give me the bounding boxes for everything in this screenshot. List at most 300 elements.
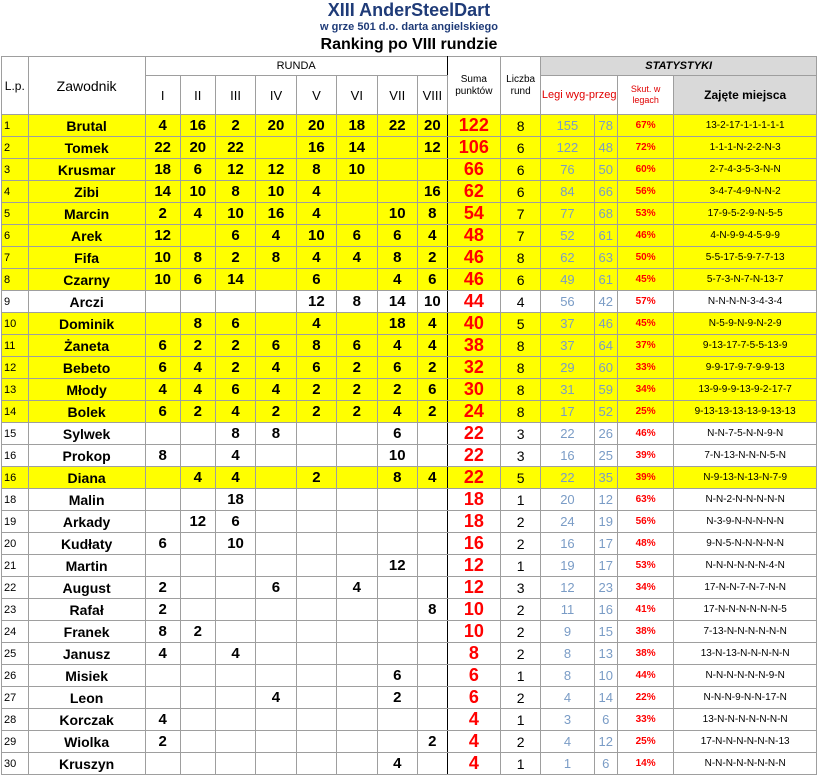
rounds-count-cell: 1 <box>500 555 540 577</box>
player-name-cell: Martin <box>28 555 145 577</box>
legs-won-cell: 29 <box>541 357 594 379</box>
rounds-count-cell: 8 <box>500 115 540 137</box>
round-6-cell: 2 <box>337 401 377 423</box>
round-7-cell: 12 <box>377 555 417 577</box>
round-3-cell: 6 <box>215 379 255 401</box>
round-8-cell <box>417 577 447 599</box>
round-1-cell <box>145 687 180 709</box>
round-3-cell: 2 <box>215 115 255 137</box>
table-row <box>2 555 817 577</box>
round-2-cell <box>180 665 215 687</box>
leg-efficiency-cell: 45% <box>617 313 673 335</box>
legs-won-cell: 22 <box>541 423 594 445</box>
round-7-cell <box>377 709 417 731</box>
round-7-cell: 10 <box>377 203 417 225</box>
legs-lost-cell: 68 <box>594 203 617 225</box>
round-5-cell <box>296 687 336 709</box>
round-1-cell <box>145 665 180 687</box>
round-8-cell: 20 <box>417 115 447 137</box>
rank-cell: 23 <box>2 599 29 621</box>
round-6-cell <box>337 599 377 621</box>
round-6-cell <box>337 467 377 489</box>
round-5-cell <box>296 577 336 599</box>
round-7-cell: 2 <box>377 379 417 401</box>
rounds-count-cell: 6 <box>500 137 540 159</box>
leg-efficiency-cell: 44% <box>617 665 673 687</box>
round-2-cell <box>180 577 215 599</box>
round-5-cell: 2 <box>296 467 336 489</box>
places-cell: 17-9-5-2-9-N-5-5 <box>674 203 817 225</box>
round-8-cell <box>417 511 447 533</box>
round-1-cell: 14 <box>145 181 180 203</box>
legs-won-cell: 20 <box>541 489 594 511</box>
round-2-cell: 12 <box>180 511 215 533</box>
round-2-cell <box>180 291 215 313</box>
player-name-cell: Janusz <box>28 643 145 665</box>
round-3-cell: 4 <box>215 401 255 423</box>
leg-efficiency-cell: 53% <box>617 555 673 577</box>
round-3-cell <box>215 555 255 577</box>
round-8-cell <box>417 621 447 643</box>
table-row <box>2 247 817 269</box>
round-3-cell: 4 <box>215 445 255 467</box>
leg-efficiency-cell: 46% <box>617 225 673 247</box>
leg-efficiency-cell: 39% <box>617 467 673 489</box>
legs-lost-cell: 61 <box>594 269 617 291</box>
leg-efficiency-cell: 60% <box>617 159 673 181</box>
round-3-cell <box>215 687 255 709</box>
table-row <box>2 313 817 335</box>
rounds-count-cell: 8 <box>500 401 540 423</box>
round-6-cell <box>337 511 377 533</box>
round-3-cell: 8 <box>215 181 255 203</box>
table-row <box>2 665 817 687</box>
rounds-count-cell: 1 <box>500 753 540 775</box>
round-3-cell <box>215 621 255 643</box>
round-2-cell <box>180 533 215 555</box>
legs-won-cell: 62 <box>541 247 594 269</box>
round-4-cell <box>256 313 296 335</box>
round-3-cell: 10 <box>215 203 255 225</box>
round-4-cell: 4 <box>256 225 296 247</box>
legs-lost-cell: 61 <box>594 225 617 247</box>
table-row <box>2 225 817 247</box>
player-name-cell: Korczak <box>28 709 145 731</box>
round-7-cell <box>377 621 417 643</box>
round-8-cell <box>417 423 447 445</box>
round-2-cell: 16 <box>180 115 215 137</box>
round-3-cell: 6 <box>215 225 255 247</box>
legs-lost-cell: 60 <box>594 357 617 379</box>
round-6-cell <box>337 269 377 291</box>
legs-lost-cell: 46 <box>594 313 617 335</box>
leg-efficiency-cell: 38% <box>617 621 673 643</box>
round-8-cell: 2 <box>417 401 447 423</box>
round-1-cell: 6 <box>145 533 180 555</box>
round-7-cell: 6 <box>377 665 417 687</box>
sum-points-cell: 4 <box>447 709 500 731</box>
legs-won-cell: 1 <box>541 753 594 775</box>
table-row <box>2 709 817 731</box>
round-5-cell <box>296 753 336 775</box>
leg-efficiency-cell: 25% <box>617 731 673 753</box>
round-1-cell: 18 <box>145 159 180 181</box>
sum-points-cell: 22 <box>447 423 500 445</box>
round-2-cell: 6 <box>180 159 215 181</box>
leg-efficiency-cell: 48% <box>617 533 673 555</box>
page-title: XIII AnderSteelDart <box>327 0 491 20</box>
rounds-count-cell: 6 <box>500 181 540 203</box>
round-2-cell <box>180 687 215 709</box>
rounds-count-cell: 8 <box>500 357 540 379</box>
legs-lost-cell: 63 <box>594 247 617 269</box>
leg-efficiency-cell: 37% <box>617 335 673 357</box>
legs-lost-cell: 35 <box>594 467 617 489</box>
leg-efficiency-cell: 33% <box>617 709 673 731</box>
leg-efficiency-cell: 22% <box>617 687 673 709</box>
legs-lost-cell: 13 <box>594 643 617 665</box>
rank-cell: 26 <box>2 665 29 687</box>
round-7-cell: 14 <box>377 291 417 313</box>
places-cell: 13-9-9-9-13-9-2-17-7 <box>674 379 817 401</box>
places-cell: N-5-9-N-9-N-2-9 <box>674 313 817 335</box>
rounds-count-cell: 2 <box>500 731 540 753</box>
sum-points-cell: 66 <box>447 159 500 181</box>
round-1-cell: 6 <box>145 335 180 357</box>
round-8-cell: 2 <box>417 731 447 753</box>
rounds-count-cell: 2 <box>500 511 540 533</box>
sum-points-cell: 12 <box>447 555 500 577</box>
places-cell: 3-4-7-4-9-N-N-2 <box>674 181 817 203</box>
round-6-cell <box>337 753 377 775</box>
round-8-cell <box>417 159 447 181</box>
round-6-cell: 4 <box>337 247 377 269</box>
round-7-cell: 4 <box>377 753 417 775</box>
round-8-cell: 2 <box>417 357 447 379</box>
round-5-cell <box>296 643 336 665</box>
round-8-cell <box>417 489 447 511</box>
leg-efficiency-cell: 56% <box>617 511 673 533</box>
col-header-sum: Suma punktów <box>447 57 500 115</box>
places-cell: 4-N-9-9-4-5-9-9 <box>674 225 817 247</box>
round-7-cell <box>377 489 417 511</box>
round-4-cell: 10 <box>256 181 296 203</box>
leg-efficiency-cell: 38% <box>617 643 673 665</box>
col-header-count: Liczba rund <box>500 57 540 115</box>
rank-cell: 6 <box>2 225 29 247</box>
legs-lost-cell: 6 <box>594 709 617 731</box>
places-cell: 5-5-17-5-9-7-7-13 <box>674 247 817 269</box>
sum-points-cell: 6 <box>447 687 500 709</box>
sum-points-cell: 4 <box>447 753 500 775</box>
legs-won-cell: 4 <box>541 687 594 709</box>
round-4-cell: 4 <box>256 379 296 401</box>
sum-points-cell: 32 <box>447 357 500 379</box>
places-cell: 13-N-N-N-N-N-N-N <box>674 709 817 731</box>
sum-points-cell: 30 <box>447 379 500 401</box>
round-5-cell: 8 <box>296 335 336 357</box>
legs-won-cell: 31 <box>541 379 594 401</box>
rank-cell: 25 <box>2 643 29 665</box>
round-1-cell: 6 <box>145 401 180 423</box>
round-6-cell <box>337 181 377 203</box>
round-5-cell: 16 <box>296 137 336 159</box>
leg-efficiency-cell: 41% <box>617 599 673 621</box>
round-4-cell <box>256 643 296 665</box>
round-6-cell <box>337 709 377 731</box>
round-4-cell <box>256 467 296 489</box>
round-7-cell <box>377 599 417 621</box>
col-header-places: Zajęte miejsca <box>674 76 817 115</box>
table-row <box>2 489 817 511</box>
round-1-cell: 8 <box>145 445 180 467</box>
round-2-cell: 2 <box>180 621 215 643</box>
round-1-cell: 2 <box>145 203 180 225</box>
sum-points-cell: 6 <box>447 665 500 687</box>
round-1-cell: 4 <box>145 643 180 665</box>
sum-points-cell: 46 <box>447 269 500 291</box>
rank-cell: 21 <box>2 555 29 577</box>
rank-cell: 19 <box>2 511 29 533</box>
rank-cell: 18 <box>2 489 29 511</box>
round-2-cell <box>180 753 215 775</box>
round-5-cell: 4 <box>296 181 336 203</box>
round-6-cell <box>337 665 377 687</box>
legs-lost-cell: 14 <box>594 687 617 709</box>
round-4-cell <box>256 731 296 753</box>
round-2-cell: 6 <box>180 269 215 291</box>
table-row <box>2 379 817 401</box>
round-6-cell <box>337 687 377 709</box>
table-row <box>2 445 817 467</box>
table-row <box>2 203 817 225</box>
player-name-cell: Kruszyn <box>28 753 145 775</box>
round-6-cell: 14 <box>337 137 377 159</box>
rounds-count-cell: 6 <box>500 159 540 181</box>
round-6-cell: 6 <box>337 335 377 357</box>
round-3-cell: 6 <box>215 313 255 335</box>
round-5-cell: 2 <box>296 379 336 401</box>
round-1-cell: 12 <box>145 225 180 247</box>
rank-cell: 8 <box>2 269 29 291</box>
legs-won-cell: 12 <box>541 577 594 599</box>
rank-cell: 15 <box>2 423 29 445</box>
rank-cell: 20 <box>2 533 29 555</box>
round-4-cell <box>256 555 296 577</box>
round-2-cell: 4 <box>180 357 215 379</box>
round-1-cell: 10 <box>145 269 180 291</box>
player-name-cell: Wiolka <box>28 731 145 753</box>
player-name-cell: Malin <box>28 489 145 511</box>
ranking-heading: Ranking po VIII rundzie <box>320 36 498 53</box>
round-6-cell: 4 <box>337 577 377 599</box>
rounds-count-cell: 8 <box>500 379 540 401</box>
player-name-cell: August <box>28 577 145 599</box>
table-row <box>2 753 817 775</box>
rounds-count-cell: 5 <box>500 313 540 335</box>
rounds-count-cell: 7 <box>500 203 540 225</box>
legs-won-cell: 49 <box>541 269 594 291</box>
legs-won-cell: 22 <box>541 467 594 489</box>
rank-cell: 3 <box>2 159 29 181</box>
player-name-cell: Bebeto <box>28 357 145 379</box>
round-4-cell <box>256 489 296 511</box>
round-7-cell: 10 <box>377 445 417 467</box>
round-5-cell <box>296 511 336 533</box>
round-7-cell: 6 <box>377 357 417 379</box>
table-row <box>2 423 817 445</box>
round-7-cell: 18 <box>377 313 417 335</box>
places-cell: 13-N-13-N-N-N-N-N <box>674 643 817 665</box>
leg-efficiency-cell: 34% <box>617 379 673 401</box>
leg-efficiency-cell: 72% <box>617 137 673 159</box>
places-cell: N-N-N-N-N-N-4-N <box>674 555 817 577</box>
table-row <box>2 401 817 423</box>
round-5-cell: 12 <box>296 291 336 313</box>
round-4-cell <box>256 137 296 159</box>
round-4-cell: 16 <box>256 203 296 225</box>
round-3-cell <box>215 753 255 775</box>
round-3-cell: 2 <box>215 247 255 269</box>
round-6-cell <box>337 731 377 753</box>
legs-lost-cell: 17 <box>594 533 617 555</box>
round-8-cell: 4 <box>417 313 447 335</box>
places-cell: N-N-N-N-3-4-3-4 <box>674 291 817 313</box>
rank-cell: 4 <box>2 181 29 203</box>
round-2-cell: 8 <box>180 313 215 335</box>
rank-cell: 16 <box>2 445 29 467</box>
round-8-cell <box>417 555 447 577</box>
round-8-cell <box>417 445 447 467</box>
legs-lost-cell: 78 <box>594 115 617 137</box>
leg-efficiency-cell: 34% <box>617 577 673 599</box>
sum-points-cell: 44 <box>447 291 500 313</box>
rank-cell: 11 <box>2 335 29 357</box>
round-3-cell <box>215 291 255 313</box>
legs-lost-cell: 42 <box>594 291 617 313</box>
table-row <box>2 621 817 643</box>
player-name-cell: Misiek <box>28 665 145 687</box>
rank-cell: 28 <box>2 709 29 731</box>
rounds-count-cell: 2 <box>500 533 540 555</box>
places-cell: 17-N-N-7-N-7-N-N <box>674 577 817 599</box>
rounds-count-cell: 8 <box>500 247 540 269</box>
round-4-cell <box>256 709 296 731</box>
round-6-cell <box>337 533 377 555</box>
table-row <box>2 577 817 599</box>
round-4-cell <box>256 269 296 291</box>
rounds-count-cell: 1 <box>500 489 540 511</box>
sum-points-cell: 4 <box>447 731 500 753</box>
round-5-cell <box>296 621 336 643</box>
round-4-cell <box>256 445 296 467</box>
round-3-cell: 4 <box>215 643 255 665</box>
table-row <box>2 269 817 291</box>
round-6-cell <box>337 445 377 467</box>
rank-cell: 12 <box>2 357 29 379</box>
round-5-cell: 10 <box>296 225 336 247</box>
places-cell: 17-N-N-N-N-N-N-13 <box>674 731 817 753</box>
round-2-cell: 8 <box>180 247 215 269</box>
table-row <box>2 643 817 665</box>
player-name-cell: Czarny <box>28 269 145 291</box>
round-2-cell: 20 <box>180 137 215 159</box>
rank-cell: 22 <box>2 577 29 599</box>
sum-points-cell: 10 <box>447 599 500 621</box>
round-6-cell: 18 <box>337 115 377 137</box>
round-3-cell: 4 <box>215 467 255 489</box>
table-row <box>2 335 817 357</box>
round-8-cell <box>417 533 447 555</box>
legs-won-cell: 122 <box>541 137 594 159</box>
legs-lost-cell: 64 <box>594 335 617 357</box>
round-1-cell: 6 <box>145 357 180 379</box>
round-7-cell: 6 <box>377 423 417 445</box>
player-name-cell: Żaneta <box>28 335 145 357</box>
col-header-player: Zawodnik <box>28 57 145 115</box>
round-1-cell: 2 <box>145 577 180 599</box>
legs-lost-cell: 6 <box>594 753 617 775</box>
rounds-count-cell: 3 <box>500 423 540 445</box>
round-8-cell: 4 <box>417 335 447 357</box>
col-header-round-2: II <box>180 76 215 115</box>
round-6-cell: 2 <box>337 379 377 401</box>
col-header-round-5: V <box>296 76 336 115</box>
places-cell: 7-13-N-N-N-N-N-N <box>674 621 817 643</box>
col-header-skut: Skut. w legach <box>617 76 673 115</box>
page-subtitle: w grze 501 d.o. darta angielskiego <box>320 21 498 33</box>
round-3-cell: 2 <box>215 357 255 379</box>
legs-lost-cell: 15 <box>594 621 617 643</box>
round-3-cell: 6 <box>215 511 255 533</box>
round-7-cell: 4 <box>377 335 417 357</box>
round-4-cell: 8 <box>256 247 296 269</box>
round-4-cell: 6 <box>256 335 296 357</box>
legs-won-cell: 3 <box>541 709 594 731</box>
round-7-cell <box>377 577 417 599</box>
round-4-cell: 8 <box>256 423 296 445</box>
player-name-cell: Arkady <box>28 511 145 533</box>
table-row <box>2 467 817 489</box>
round-4-cell <box>256 291 296 313</box>
rank-cell: 5 <box>2 203 29 225</box>
round-5-cell <box>296 599 336 621</box>
places-cell: N-N-N-N-N-N-N-N <box>674 753 817 775</box>
sum-points-cell: 18 <box>447 489 500 511</box>
places-cell: 9-13-17-7-5-5-13-9 <box>674 335 817 357</box>
rounds-count-cell: 8 <box>500 335 540 357</box>
player-name-cell: Bolek <box>28 401 145 423</box>
round-8-cell: 4 <box>417 467 447 489</box>
table-row <box>2 599 817 621</box>
col-header-round-4: IV <box>256 76 296 115</box>
round-3-cell: 14 <box>215 269 255 291</box>
sum-points-cell: 24 <box>447 401 500 423</box>
round-4-cell <box>256 599 296 621</box>
round-8-cell <box>417 687 447 709</box>
legs-won-cell: 56 <box>541 291 594 313</box>
round-1-cell <box>145 291 180 313</box>
round-4-cell <box>256 511 296 533</box>
round-7-cell <box>377 533 417 555</box>
round-5-cell: 4 <box>296 247 336 269</box>
round-3-cell: 10 <box>215 533 255 555</box>
round-5-cell <box>296 445 336 467</box>
player-name-cell: Dominik <box>28 313 145 335</box>
round-3-cell <box>215 731 255 753</box>
round-3-cell: 8 <box>215 423 255 445</box>
table-row <box>2 181 817 203</box>
